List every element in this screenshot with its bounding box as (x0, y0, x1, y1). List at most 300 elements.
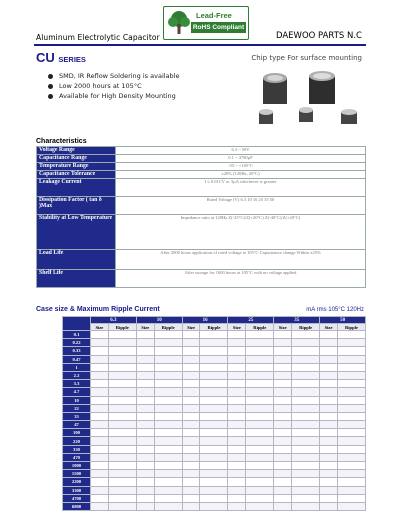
ripple-cell (154, 339, 182, 347)
ripple-cell (337, 462, 365, 470)
ripple-cell (136, 429, 154, 437)
ripple-cell (136, 453, 154, 461)
char-row (37, 147, 366, 155)
ripple-cell (246, 429, 274, 437)
ripple-cell (182, 462, 200, 470)
ripple-cell (246, 453, 274, 461)
ripple-cell (91, 412, 109, 420)
ripple-cell (182, 494, 200, 502)
voltage-header: 10 (136, 317, 182, 324)
ripple-cell (182, 429, 200, 437)
ripple-cell (200, 396, 228, 404)
capacitance-cell: 10 (63, 396, 91, 404)
ripple-cell (136, 355, 154, 363)
ripple-cell (246, 380, 274, 388)
voltage-header: 16 (182, 317, 228, 324)
table-row (63, 470, 366, 478)
ripple-cell (292, 486, 320, 494)
table-row (63, 437, 366, 445)
ripple-cell (292, 470, 320, 478)
feature-item: SMD, IR Reflow Soldering is available (48, 72, 179, 80)
table-row (63, 453, 366, 461)
ripple-cell (246, 486, 274, 494)
ripple-cell (136, 478, 154, 486)
char-label: Leakage Current (37, 179, 116, 197)
ripple-cell (228, 453, 246, 461)
ripple-cell (91, 429, 109, 437)
ripple-cell (274, 339, 292, 347)
ripple-cell (136, 331, 154, 339)
ripple-cell (337, 478, 365, 486)
ripple-cell (136, 462, 154, 470)
characteristics-table (36, 146, 366, 288)
ripple-cell (154, 331, 182, 339)
char-row (37, 163, 366, 171)
table-row (63, 404, 366, 412)
ripple-cell (274, 437, 292, 445)
ripple-cell (274, 396, 292, 404)
char-row (37, 179, 366, 197)
ripple-cell (337, 331, 365, 339)
ripple-cell (320, 371, 338, 379)
ripple-cell (274, 412, 292, 420)
ripple-cell (200, 421, 228, 429)
ripple-cell (320, 421, 338, 429)
ripple-cell (91, 331, 109, 339)
ripple-cell (246, 396, 274, 404)
capacitance-cell: 0.1 (63, 331, 91, 339)
ripple-cell (320, 445, 338, 453)
ripple-cell (182, 339, 200, 347)
table-row (63, 486, 366, 494)
table-row (63, 355, 366, 363)
sub-header: Size (182, 324, 200, 331)
ripple-cell (154, 380, 182, 388)
ripple-cell (154, 388, 182, 396)
char-value: 6.3 ~ 50V (116, 147, 366, 155)
table-row (63, 462, 366, 470)
ripple-cell (154, 494, 182, 502)
ripple-cell (292, 421, 320, 429)
feature-item: Low 2000 hours at 105°C (48, 82, 142, 90)
char-label: Temperature Range (37, 163, 116, 171)
ripple-cell (337, 437, 365, 445)
capacitance-cell: 3.3 (63, 380, 91, 388)
ripple-cell (228, 371, 246, 379)
capacitance-cell: 1000 (63, 462, 91, 470)
ripple-cell (292, 371, 320, 379)
ripple-cell (292, 437, 320, 445)
ripple-cell (200, 478, 228, 486)
ripple-cell (182, 502, 200, 510)
capacitance-cell: 22 (63, 404, 91, 412)
ripple-cell (246, 347, 274, 355)
capacitance-cell: 0.47 (63, 355, 91, 363)
ripple-cell (91, 339, 109, 347)
ripple-cell (182, 371, 200, 379)
char-label: Stability at Low Temperature (37, 215, 116, 250)
capacitance-cell: 330 (63, 445, 91, 453)
ripple-cell (182, 331, 200, 339)
capacitance-cell: 2200 (63, 478, 91, 486)
capacitance-cell: 220 (63, 437, 91, 445)
ripple-cell (182, 388, 200, 396)
ripple-cell (91, 502, 109, 510)
ripple-cell (136, 437, 154, 445)
char-row (37, 270, 366, 288)
ripple-cell (154, 470, 182, 478)
sub-header: Ripple (200, 324, 228, 331)
ripple-cell (292, 331, 320, 339)
ripple-cell (108, 371, 136, 379)
ripple-cell (108, 453, 136, 461)
ripple-cell (228, 421, 246, 429)
char-label: Voltage Range (37, 147, 116, 155)
ripple-cell (228, 429, 246, 437)
ripple-cell (154, 355, 182, 363)
ripple-cell (108, 363, 136, 371)
ripple-cell (320, 412, 338, 420)
ripple-cell (246, 412, 274, 420)
ripple-cell (228, 404, 246, 412)
ripple-cell (108, 380, 136, 388)
ripple-cell (136, 371, 154, 379)
ripple-cell (108, 355, 136, 363)
ripple-cell (228, 445, 246, 453)
ripple-cell (91, 380, 109, 388)
ripple-cell (274, 462, 292, 470)
ripple-cell (274, 478, 292, 486)
ripple-cell (292, 363, 320, 371)
ripple-cell (200, 355, 228, 363)
table-row (63, 347, 366, 355)
ripple-cell (136, 339, 154, 347)
ripple-cell (246, 388, 274, 396)
ripple-table (62, 316, 366, 511)
capacitance-cell: 1 (63, 363, 91, 371)
sub-header: Size (136, 324, 154, 331)
ripple-cell (274, 486, 292, 494)
ripple-cell (136, 470, 154, 478)
ripple-cell (246, 371, 274, 379)
ripple-cell (320, 494, 338, 502)
ripple-cell (246, 437, 274, 445)
ripple-cell (246, 445, 274, 453)
ripple-cell (91, 486, 109, 494)
ripple-cell (274, 470, 292, 478)
ripple-cell (274, 347, 292, 355)
ripple-cell (91, 396, 109, 404)
ripple-cell (154, 445, 182, 453)
ripple-cell (337, 380, 365, 388)
capacitance-cell: 0.22 (63, 339, 91, 347)
ripple-cell (91, 371, 109, 379)
ripple-cell (136, 380, 154, 388)
ripple-cell (200, 453, 228, 461)
ripple-cell (200, 412, 228, 420)
char-row (37, 197, 366, 215)
voltage-header: 35 (274, 317, 320, 324)
ripple-cell (274, 388, 292, 396)
ripple-cell (154, 371, 182, 379)
ripple-cell (108, 437, 136, 445)
table-row (63, 421, 366, 429)
bullet-icon (48, 94, 53, 99)
capacitance-cell: 4.7 (63, 388, 91, 396)
sub-header: Ripple (246, 324, 274, 331)
ripple-cell (320, 404, 338, 412)
ripple-cell (108, 429, 136, 437)
ripple-cell (108, 388, 136, 396)
table-row (63, 363, 366, 371)
char-row (37, 215, 366, 250)
ripple-cell (136, 404, 154, 412)
capacitance-cell: 3300 (63, 486, 91, 494)
bullet-icon (48, 84, 53, 89)
sub-header: Ripple (154, 324, 182, 331)
ripple-cell (320, 363, 338, 371)
sub-header: Size (274, 324, 292, 331)
ripple-cell (91, 494, 109, 502)
ripple-cell (292, 412, 320, 420)
char-value: Impedance ratio at 120Hz Z(-25°C)/Z(+20°C) Z(-40°C)/Z(+20°C) (116, 215, 366, 250)
ripple-cell (200, 502, 228, 510)
ripple-cell (108, 404, 136, 412)
ripple-cell (136, 396, 154, 404)
tree-icon (167, 10, 191, 36)
table-row (63, 478, 366, 486)
ripple-cell (274, 331, 292, 339)
ripple-title: Case size & Maximum Ripple Current (36, 306, 160, 313)
ripple-cell (246, 404, 274, 412)
ripple-cell (228, 339, 246, 347)
ripple-cell (337, 445, 365, 453)
ripple-cell (136, 445, 154, 453)
ripple-cell (108, 445, 136, 453)
voltage-header: 6.3 (91, 317, 137, 324)
ripple-cell (154, 486, 182, 494)
ripple-cell (274, 380, 292, 388)
ripple-cell (337, 470, 365, 478)
ripple-cell (182, 380, 200, 388)
capacitance-cell: 47 (63, 421, 91, 429)
ripple-cell (200, 339, 228, 347)
ripple-cell (320, 437, 338, 445)
char-value: After storage for 1000 hours at 105°C with no voltage applied (116, 270, 366, 288)
table-row (63, 380, 366, 388)
ripple-cell (108, 347, 136, 355)
ripple-cell (108, 462, 136, 470)
char-value: Rated Voltage (V) 6.3 10 16 25 35 50 (116, 197, 366, 215)
voltage-header: 25 (228, 317, 274, 324)
ripple-cell (292, 453, 320, 461)
ripple-voltage-header (63, 317, 366, 324)
ripple-cell (200, 470, 228, 478)
ripple-cell (228, 437, 246, 445)
ripple-cell (292, 380, 320, 388)
ripple-cell (292, 388, 320, 396)
ripple-cell (182, 445, 200, 453)
ripple-cell (292, 445, 320, 453)
feature-item: Available for High Density Mounting (48, 92, 176, 100)
capacitance-cell: 33 (63, 412, 91, 420)
ripple-cell (292, 502, 320, 510)
ripple-cell (337, 363, 365, 371)
ripple-cell (154, 412, 182, 420)
ripple-cell (182, 421, 200, 429)
table-row (63, 494, 366, 502)
ripple-cell (200, 437, 228, 445)
ripple-cell (274, 453, 292, 461)
table-row (63, 502, 366, 510)
ripple-cell (274, 502, 292, 510)
ripple-cell (337, 429, 365, 437)
capacitance-cell: 6800 (63, 502, 91, 510)
ripple-cell (246, 363, 274, 371)
ripple-cell (246, 494, 274, 502)
ripple-cell (200, 347, 228, 355)
ripple-cell (200, 404, 228, 412)
char-value: -55 ~ +105°C (116, 163, 366, 171)
ripple-cell (228, 388, 246, 396)
ripple-cell (337, 494, 365, 502)
ripple-cell (136, 363, 154, 371)
char-row (37, 250, 366, 270)
ripple-cell (228, 502, 246, 510)
ripple-cell (200, 494, 228, 502)
ripple-cell (246, 502, 274, 510)
capacitance-cell: 2.2 (63, 371, 91, 379)
ripple-cell (228, 478, 246, 486)
ripple-cell (320, 453, 338, 461)
table-row (63, 371, 366, 379)
capacitance-cell: 1500 (63, 470, 91, 478)
ripple-cell (228, 462, 246, 470)
ripple-cell (337, 355, 365, 363)
ripple-cell (91, 437, 109, 445)
ripple-cell (182, 363, 200, 371)
ripple-cell (91, 470, 109, 478)
ripple-cell (136, 494, 154, 502)
ripple-cell (320, 462, 338, 470)
char-row (37, 155, 366, 163)
ripple-cell (320, 396, 338, 404)
ripple-cell (108, 396, 136, 404)
ripple-cell (200, 462, 228, 470)
char-label: Dissipation Factor ( tan δ )Max (37, 197, 116, 215)
ripple-cell (228, 347, 246, 355)
ripple-cell (228, 412, 246, 420)
ripple-cell (320, 478, 338, 486)
table-row (63, 445, 366, 453)
char-label: Capacitance Range (37, 155, 116, 163)
table-row (63, 388, 366, 396)
ripple-cell (200, 388, 228, 396)
ripple-cell (136, 412, 154, 420)
char-value: I ≤ 0.01CV or 3µA whichever is greater (116, 179, 366, 197)
ripple-cell (228, 363, 246, 371)
ripple-cell (292, 396, 320, 404)
ripple-cell (337, 347, 365, 355)
ripple-cell (292, 462, 320, 470)
ripple-cell (320, 380, 338, 388)
ripple-cell (228, 331, 246, 339)
char-value: After 2000 hours application of rated voltage at 105°C Capacitance change Within ±25% (116, 250, 366, 270)
ripple-cell (200, 486, 228, 494)
ripple-cell (292, 429, 320, 437)
ripple-cell (154, 437, 182, 445)
table-row (63, 412, 366, 420)
ripple-cell (274, 404, 292, 412)
capacitance-cell: 4700 (63, 494, 91, 502)
ripple-cell (320, 347, 338, 355)
ripple-cell (274, 421, 292, 429)
ripple-cell (320, 429, 338, 437)
ripple-cell (91, 388, 109, 396)
ripple-sub-header (63, 324, 366, 331)
char-value: 0.1 ~ 4700µF (116, 155, 366, 163)
ripple-cell (108, 339, 136, 347)
char-row (37, 171, 366, 179)
table-row (63, 429, 366, 437)
ripple-cell (182, 470, 200, 478)
header-rule (34, 44, 366, 46)
ripple-cell (91, 347, 109, 355)
series-title (36, 50, 86, 65)
ripple-cell (108, 486, 136, 494)
ripple-cell (320, 502, 338, 510)
ripple-cell (182, 355, 200, 363)
ripple-cell (320, 331, 338, 339)
capacitance-cell: 470 (63, 453, 91, 461)
ripple-cell (337, 421, 365, 429)
ripple-cell (182, 453, 200, 461)
ripple-cell (154, 421, 182, 429)
ripple-cell (154, 404, 182, 412)
ripple-cell (292, 404, 320, 412)
ripple-cell (337, 396, 365, 404)
ripple-cell (91, 363, 109, 371)
ripple-cell (246, 339, 274, 347)
ripple-cell (154, 396, 182, 404)
ripple-cell (91, 462, 109, 470)
series-subtitle: Chip type For surface mounting (251, 54, 362, 62)
ripple-cell (292, 339, 320, 347)
sub-header: Size (91, 324, 109, 331)
ripple-cell (200, 331, 228, 339)
ripple-cell (154, 502, 182, 510)
ripple-cell (108, 494, 136, 502)
ripple-cell (182, 412, 200, 420)
char-label: Capacitance Tolerance (37, 171, 116, 179)
ripple-cell (274, 494, 292, 502)
ripple-cell (246, 478, 274, 486)
ripple-cell (108, 421, 136, 429)
ripple-cell (320, 355, 338, 363)
ripple-cell (182, 347, 200, 355)
series-name: CU (36, 50, 55, 65)
sub-header: Size (228, 324, 246, 331)
ripple-cell (274, 371, 292, 379)
ripple-cell (337, 486, 365, 494)
ripple-cell (337, 388, 365, 396)
ripple-cell (154, 453, 182, 461)
ripple-cell (246, 421, 274, 429)
ripple-cell (200, 363, 228, 371)
ripple-cell (108, 502, 136, 510)
ripple-cell (274, 429, 292, 437)
ripple-cell (274, 355, 292, 363)
